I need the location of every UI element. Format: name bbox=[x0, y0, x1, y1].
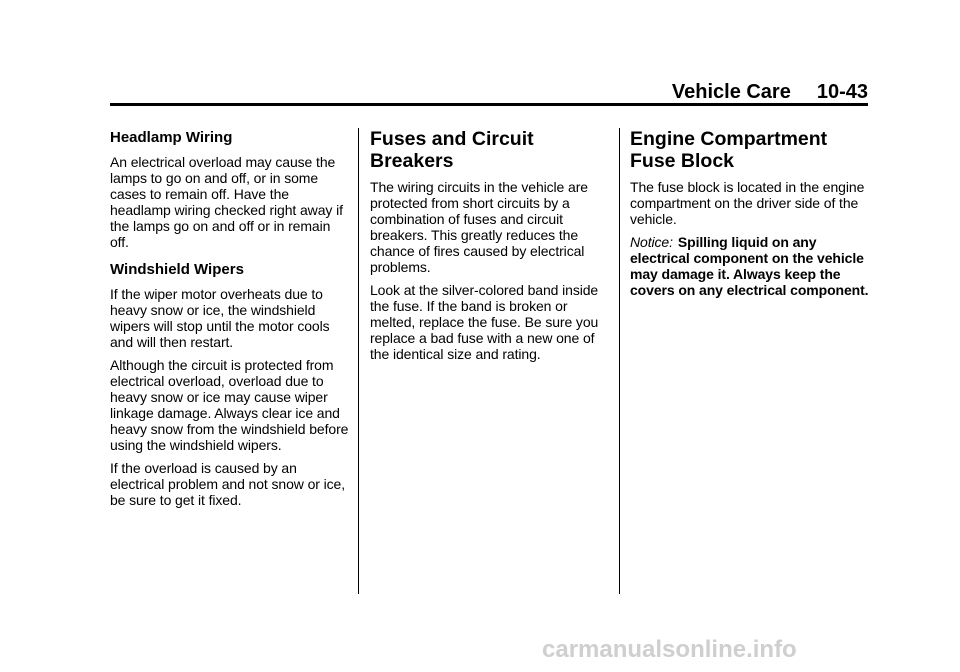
notice-label: Notice: bbox=[630, 234, 673, 250]
notice-paragraph bbox=[630, 234, 872, 298]
column-divider-right bbox=[619, 128, 620, 594]
column-middle bbox=[370, 128, 612, 369]
fuses-paragraph-1: The wiring circuits in the vehicle are protected from short circuits by a combination of fuses and circuit breakers. This greatly reduces the chance of fires caused by electrical problems. bbox=[370, 179, 588, 275]
page-header bbox=[672, 80, 868, 104]
engine-fuse-block-heading: Engine Compartment Fuse Block bbox=[630, 128, 828, 172]
wipers-paragraph-1: If the wiper motor overheats due to heavy snow or ice, the windshield wipers will stop until the motor cools and will then restart. bbox=[110, 286, 330, 350]
notice-text: Spilling liquid on any electrical component on the vehicle may damage it. Always keep the covers on any electrical component. bbox=[630, 234, 869, 298]
column-right bbox=[630, 128, 872, 305]
headlamp-wiring-heading: Headlamp Wiring bbox=[110, 129, 233, 146]
headlamp-wiring-paragraph: An electrical overload may cause the lamps to go on and off, or in some cases to remain off. Have the headlamp wiring checked right away if the lamps go on and off or in remain off. bbox=[110, 154, 343, 250]
column-left bbox=[110, 128, 352, 515]
column-divider-left bbox=[358, 128, 359, 594]
header-rule bbox=[110, 103, 868, 106]
fuses-circuit-breakers-heading: Fuses and Circuit Breakers bbox=[370, 128, 534, 172]
wipers-paragraph-2: Although the circuit is protected from electrical overload, overload due to heavy snow or ice may cause wiper linkage damage. Always clear ice and heavy snow from the windshield before using the windshield wipers. bbox=[110, 357, 349, 453]
page-number: 10-43 bbox=[816, 81, 868, 103]
watermark: carmanualsonline.info bbox=[542, 636, 797, 663]
section-title: Vehicle Care bbox=[671, 81, 791, 103]
wipers-paragraph-3: If the overload is caused by an electrical problem and not snow or ice, be sure to get it fixed. bbox=[110, 460, 345, 508]
fuse-block-paragraph: The fuse block is located in the engine compartment on the driver side of the vehicle. bbox=[630, 179, 865, 227]
fuses-paragraph-2: Look at the silver-colored band inside the fuse. If the band is broken or melted, replace the fuse. Be sure you replace a bad fuse with a new one of the identical size and rating. bbox=[370, 282, 599, 362]
windshield-wipers-heading: Windshield Wipers bbox=[110, 261, 244, 278]
